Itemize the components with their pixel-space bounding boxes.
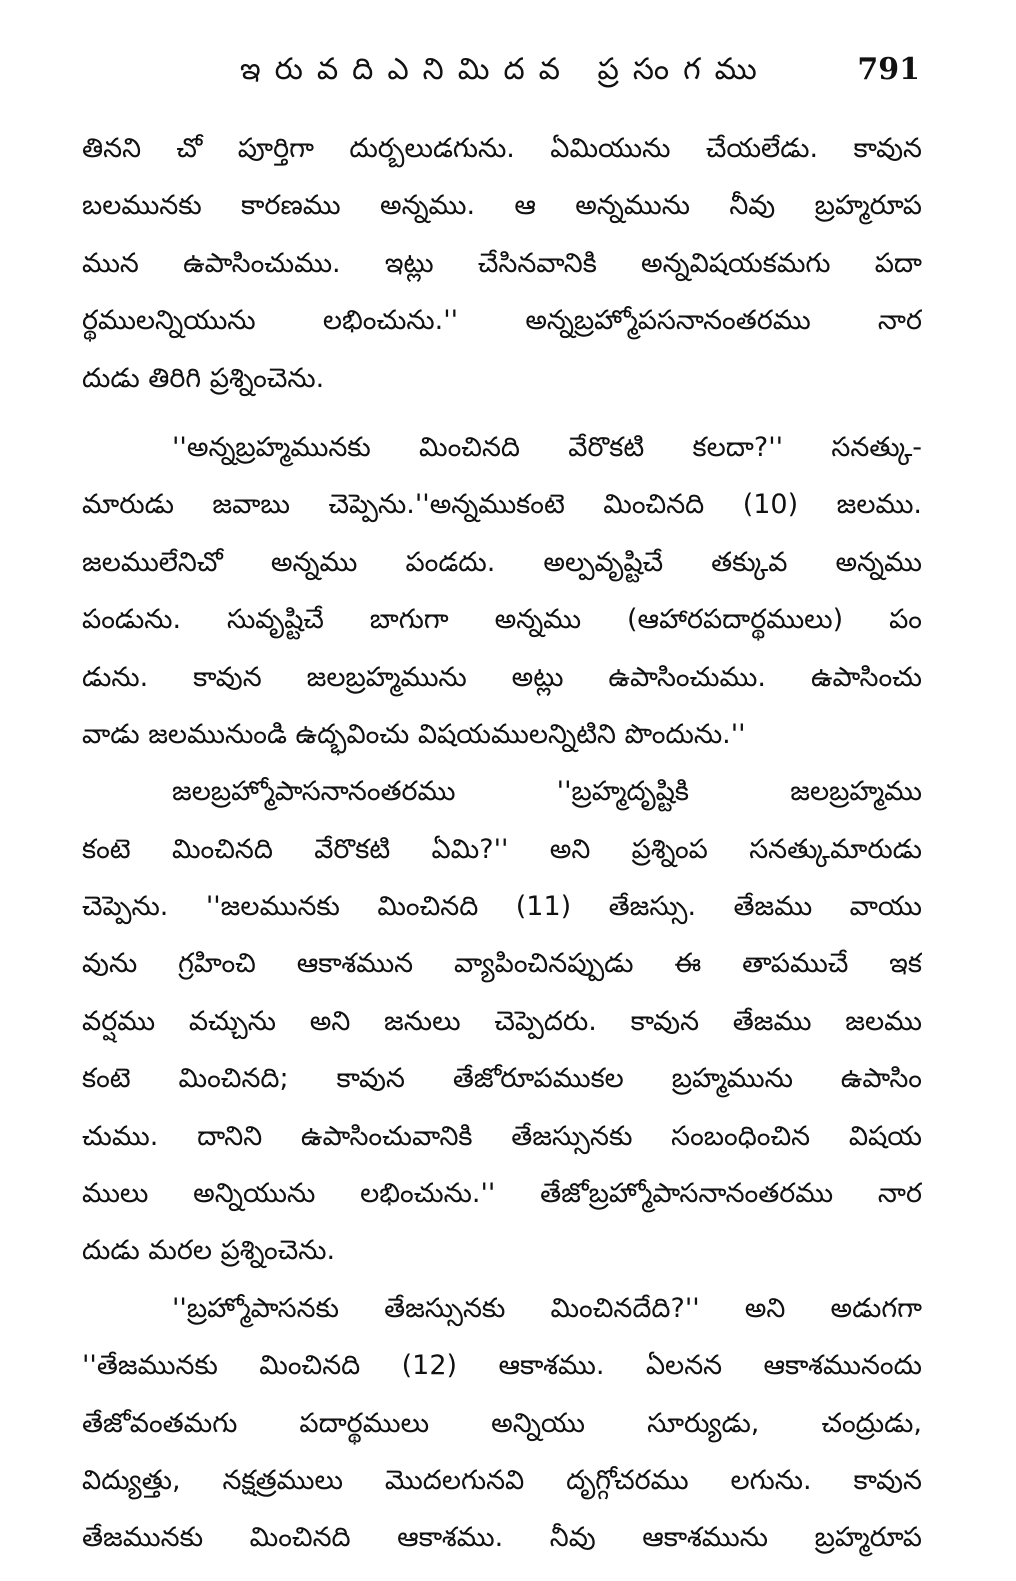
text-line: దుడు మరల ప్రశ్నించెను. — [82, 1235, 336, 1267]
text-line: తినని చో పూర్తిగా దుర్బలుడగును. ఏమియును చేయలేడు. కావున — [82, 133, 922, 164]
text-line: కంటె మించినది వేరొకటి ఏమి?'' అని ప్రశ్నింప సనత్కుమారుడు — [82, 833, 922, 865]
text-line: తేజమునకు మించినది ఆకాశము. నీవు ఆకాశమును బ్రహ్మరూప — [82, 1522, 922, 1554]
text-line: విద్యుత్తు, నక్షత్రములు మొదలగునవి దృగ్గోచరము లగును. కావున — [82, 1464, 922, 1496]
text-line: ''బ్రహ్మోపాసనకు తేజస్సునకు మించినదేది?'' అని అడుగగా — [172, 1292, 922, 1324]
text-line: పండును. సువృష్టిచే బాగుగా అన్నము (ఆహారపదార్థములు) పం — [82, 604, 922, 636]
text-line: జలములేనిచో అన్నము పండదు. అల్పవృష్టిచే తక్కువ అన్నము — [82, 546, 922, 578]
body-text — [82, 120, 922, 1567]
text-line: వాడు జలమునుండి ఉద్భవించు విషయములన్నిటిని పొందును.'' — [82, 718, 746, 750]
text-line: ములు అన్నియును లభించును.'' తేజోబ్రహ్మోపాసనానంతరము నార — [82, 1178, 922, 1210]
text-line: ''తేజమునకు మించినది (12) ఆకాశము. ఏలనన ఆకాశమునందు — [82, 1350, 922, 1382]
text-line: చుము. దానిని ఉపాసించువానికి తేజస్సునకు సంబంధించిన విషయ — [82, 1120, 922, 1152]
text-line: బలమునకు కారణము అన్నము. ఆ అన్నమును నీవు బ్రహ్మరూప — [82, 190, 922, 222]
text-line: డును. కావున జలబ్రహ్మమును అట్లు ఉపాసించుము. ఉపాసించు — [82, 661, 922, 693]
text-line: కంటె మించినది; కావున తేజోరూపముకల బ్రహ్మమును ఉపాసిం — [82, 1063, 922, 1095]
text-line: వును గ్రహించి ఆకాశమున వ్యాపించినప్పుడు ఈ తాపముచే ఇక — [82, 948, 922, 980]
text-line: చెప్పెను. ''జలమునకు మించినది (11) తేజస్సు. తేజము వాయు — [82, 891, 922, 923]
text-line: ర్థములన్నియును లభించును.'' అన్నబ్రహ్మోపసనానంతరము నార — [82, 305, 922, 337]
text-line: మున ఉపాసించుము. ఇట్లు చేసినవానికి అన్నవిషయకమగు పదా — [82, 247, 922, 279]
text-line: ''అన్నబ్రహ్మమునకు మించినది వేరొకటి కలదా?'' సనత్కు- — [172, 431, 922, 463]
text-line: తేజోవంతమగు పదార్థములు అన్నియు సూర్యుడు, చంద్రుడు, — [82, 1407, 922, 1439]
text-line: మారుడు జవాబు చెప్పెను.''అన్నముకంటె మించినది (10) జలము. — [82, 489, 922, 521]
text-line: జలబ్రహ్మోపాసనానంతరము ''బ్రహ్మదృష్టికి జలబ్రహ్మము — [172, 776, 922, 808]
text-line: వర్షము వచ్చును అని జనులు చెప్పెదరు. కావున తేజము జలము — [82, 1005, 922, 1037]
text-line: దుడు తిరిగి ప్రశ్నించెను. — [82, 362, 325, 394]
running-title: ఇరువదిఎనిమిదవ ప్రసంగము — [240, 52, 771, 87]
page-header — [90, 52, 920, 102]
page-number: 791 — [857, 52, 920, 87]
